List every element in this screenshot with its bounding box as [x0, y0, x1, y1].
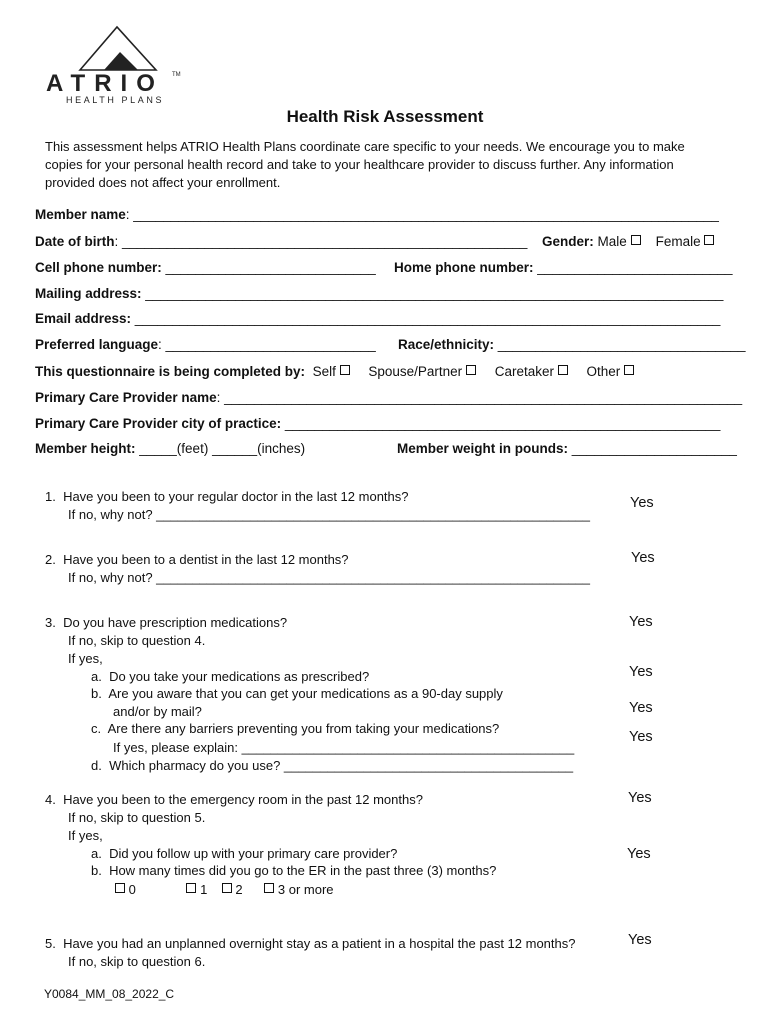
gender-female-checkbox[interactable] [704, 235, 714, 245]
other-label: Other [586, 364, 621, 379]
brand-name: ATRIO [46, 70, 164, 97]
cell-phone-label: Cell phone number: [35, 260, 162, 275]
self-label: Self [312, 364, 336, 379]
email-label: Email address: [35, 311, 132, 326]
question-5: 5. Have you had an unplanned overnight stay as a patient in a hospital the past 12 months? [45, 936, 576, 951]
er-option-3-checkbox[interactable] [264, 883, 274, 893]
height-label: Member height: [35, 441, 136, 456]
er-option-1-checkbox[interactable] [186, 883, 196, 893]
question-3c: c. Are there any barriers preventing you from taking your medications? [91, 721, 500, 736]
race-field[interactable] [398, 337, 746, 352]
question-3b-cont: and/or by mail? [113, 704, 202, 719]
question-3d[interactable]: d. Which pharmacy do you use? ________________________________________ [91, 758, 574, 773]
completed-by-field [35, 364, 634, 379]
gender-male-label: Male [597, 234, 627, 249]
other-checkbox[interactable] [624, 365, 634, 375]
question-1: 1. Have you been to your regular doctor in the last 12 months? [45, 489, 409, 504]
caretaker-label: Caretaker [494, 364, 554, 379]
email-field[interactable] [35, 311, 720, 326]
language-label: Preferred language [35, 337, 159, 352]
form-code: Y0084_MM_08_2022_C [44, 987, 175, 1001]
pcp-city-label: Primary Care Provider city of practice: [35, 416, 282, 431]
mailing-address-line: _____________________________________________________________________________ [141, 286, 724, 301]
intro-paragraph: This assessment helps ATRIO Health Plans coordinate care specific to your needs. We encourage you to make copies for your personal health record and take to your healthcare provider to discuss further. Any information provided does not affect your enrollment. [45, 139, 685, 190]
q4a-yes-option[interactable]: Yes [627, 846, 651, 862]
question-4-if-yes: If yes, [68, 828, 103, 843]
pcp-name-field[interactable] [35, 390, 742, 405]
height-field[interactable] [35, 441, 305, 456]
q3b-yes-option[interactable]: Yes [629, 700, 653, 716]
member-name-line: : ______________________________________________________________________________ [125, 207, 719, 222]
brand-subtitle: HEALTH PLANS [66, 95, 165, 105]
question-3-if-yes: If yes, [68, 651, 103, 666]
gender-field [542, 234, 714, 249]
spouse-checkbox[interactable] [466, 365, 476, 375]
weight-field[interactable] [397, 441, 737, 456]
page-title: Health Risk Assessment [286, 107, 484, 126]
question-2-why-not[interactable]: If no, why not? ____________________________________________________________ [68, 570, 590, 585]
member-name-label: Member name [35, 207, 126, 222]
cell-phone-line: ____________________________ [161, 260, 376, 275]
race-line: _________________________________ [494, 337, 746, 352]
q3c-yes-option[interactable]: Yes [629, 729, 653, 745]
weight-label: Member weight in pounds: [397, 441, 568, 456]
spouse-label: Spouse/Partner [368, 364, 463, 379]
question-1-why-not[interactable]: If no, why not? ____________________________________________________________ [68, 507, 590, 522]
caretaker-checkbox[interactable] [558, 365, 568, 375]
pcp-city-line: __________________________________________________________ [281, 416, 721, 431]
mailing-address-field[interactable] [35, 286, 723, 301]
dob-label: Date of birth [35, 234, 115, 249]
question-2: 2. Have you been to a dentist in the last 12 months? [45, 552, 349, 567]
member-name-field[interactable] [35, 207, 719, 222]
question-4-skip: If no, skip to question 5. [68, 810, 206, 825]
q4-yes-option[interactable]: Yes [628, 790, 652, 806]
question-3: 3. Do you have prescription medications? [45, 615, 288, 630]
home-phone-field[interactable] [394, 260, 732, 275]
pcp-city-field[interactable] [35, 416, 720, 431]
q1-yes-option[interactable]: Yes [630, 495, 654, 511]
question-3a: a. Do you take your medications as prescribed? [91, 669, 370, 684]
question-3c-explain[interactable]: If yes, please explain: ______________________________________________ [113, 740, 575, 755]
dob-line: : ______________________________________________________ [114, 234, 528, 249]
weight-line: ______________________ [568, 441, 737, 456]
q2-yes-option[interactable]: Yes [631, 550, 655, 566]
question-4: 4. Have you been to the emergency room in the past 12 months? [45, 792, 423, 807]
language-field[interactable] [35, 337, 376, 352]
question-3-skip: If no, skip to question 4. [68, 633, 206, 648]
language-line: : ____________________________ [158, 337, 376, 352]
gender-female-label: Female [655, 234, 701, 249]
er-visit-options [115, 882, 334, 897]
er-option-0-label: 0 [128, 882, 136, 897]
email-line: ______________________________________________________________________________ [131, 311, 721, 326]
home-phone-line: __________________________ [533, 260, 733, 275]
question-3b: b. Are you aware that you can get your medications as a 90-day supply [91, 686, 503, 701]
q3a-yes-option[interactable]: Yes [629, 664, 653, 680]
gender-male-checkbox[interactable] [631, 235, 641, 245]
question-4a: a. Did you follow up with your primary care provider? [91, 846, 398, 861]
home-phone-label: Home phone number: [394, 260, 534, 275]
height-line: _____(feet) ______(inches) [135, 441, 306, 456]
er-option-2-checkbox[interactable] [222, 883, 232, 893]
er-option-3-label: 3 or more [277, 882, 334, 897]
dob-field[interactable] [35, 234, 527, 249]
er-option-2-label: 2 [235, 882, 243, 897]
gender-label: Gender: [542, 234, 594, 249]
completed-by-label: This questionnaire is being completed by: [35, 364, 306, 379]
er-option-0-checkbox[interactable] [115, 883, 125, 893]
pcp-name-line: : _____________________________________________________________________ [216, 390, 743, 405]
q3-yes-option[interactable]: Yes [629, 614, 653, 630]
trademark: TM [172, 72, 181, 78]
cell-phone-field[interactable] [35, 260, 376, 275]
q5-yes-option[interactable]: Yes [628, 932, 652, 948]
question-4b: b. How many times did you go to the ER in the past three (3) months? [91, 863, 497, 878]
mailing-address-label: Mailing address: [35, 286, 142, 301]
er-option-1-label: 1 [200, 882, 208, 897]
self-checkbox[interactable] [340, 365, 350, 375]
race-label: Race/ethnicity: [398, 337, 495, 352]
pcp-name-label: Primary Care Provider name [35, 390, 217, 405]
question-5-skip: If no, skip to question 6. [68, 954, 206, 969]
